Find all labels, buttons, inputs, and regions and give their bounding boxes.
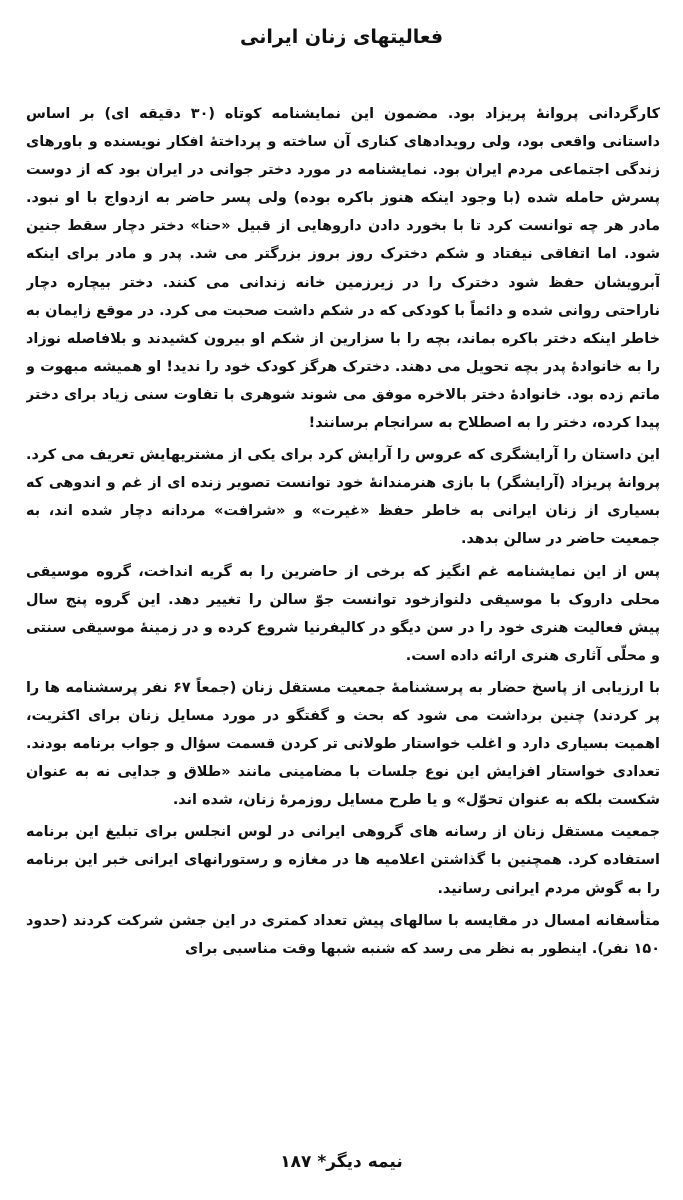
paragraph: این داستان را آرایشگری که عروس را آرایش کرد برای یکی از مشتریهایش تعریف می کرد. پروانهٔ پریزاد (آرایشگر) با بازی هنرمندانهٔ خود توانست تصویر زنده ای از غم و اندوهی که بسیاری از زنان ایرانی به خاطر حفظ «غیرت» و «شرافت» مردانه دچار شده اند، به جمعیت حاضر در سالن بدهد. — [26, 447, 660, 548]
paragraph: پس از این نمایشنامه غم انگیز که برخی از حاضرین را به گریه انداخت، گروه موسیقی محلی داروک با موسیقی دلنوازخود توانست جوّ سالن را تغییر دهد. این گروه پنج سال پیش فعالیت هنری خود را در سن دیگو در کالیفرنیا شروع کرده و در زمینهٔ موسیقی سنتی و محلّی آثاری هنری ارائه داده است. — [26, 563, 660, 664]
paragraph: با ارزیابی از پاسخ حضار به پرسشنامهٔ جمعیت مستقل زنان (جمعاً ۶۷ نفر پرسشنامه ها را پر کردند) چنین برداشت می شود که بحث و گفتگو در مورد مسایل زنان برای اکثریت، اهمیت بسیاری دارد و اغلب خواستار طولانی تر کردن قسمت سؤال و جواب برنامه بودند. تعدادی خواستار افزایش این نوع جلسات با مضامینی مانند «طلاق و جدایی نه به عنوان شکست بلکه به عنوان تحوّل» و یا طرح مسایل روزمرهٔ زنان، شده اند. — [26, 679, 660, 809]
page-title: فعالیتهای زنان ایرانی — [239, 26, 444, 48]
paragraph: متأسفانه امسال در مقایسه با سالهای پیش تعداد کمتری در این جشن شرکت کردند (حدود ۱۵۰ نفر). اینطور به نظر می رسد که شنبه شبها وقت مناسبی برای — [26, 912, 660, 957]
article-body — [26, 100, 660, 1140]
paragraph: جمعیت مستقل زنان از رسانه های گروهی ایرانی در لوس انجلس برای تبلیغ این برنامه استفاده کرد. همچنین با گذاشتن اعلامیه ها در مغازه و رستورانهای ایرانی خبر این برنامه را به گوش مردم ایرانی رسانید. — [26, 824, 660, 897]
paragraph: کارگردانی پروانهٔ پریزاد بود. مضمون این نمایشنامه کوتاه (۳۰ دقیقه ای) بر اساس داستانی واقعی بود، ولی رویدادهای کناری آن ساخته و پرداختهٔ افکار نویسنده و باورهای زندگی اجتماعی مردم ایران بود. نمایشنامه در مورد دختر جوانی در ایران بود که از دوست پسرش حامله شده (با وجود اینکه هنوز باکره بوده) ولی پسر حاضر به ازدواج با او نبود. مادر هر چه توانست کرد تا با بخورد دادن داروهایی از قبیل «حنا» دختر دچار سقط جنین شود. اما اتفاقی نیفتاد و شکم دخترک روز بروز بزرگتر می شد. پدر و مادر برای اینکه آبرویشان حفظ شود دخترک را در زیرزمین خانه زندانی می کنند. دختر بیچاره دچار ناراحتی روانی شده و دائماً با کودکی که در شکم داشت صحبت می کرد. در موقع زایمان به خاطر اینکه دختر باکره بماند، بچه را با سزارین از شکم او بیرون کشیدند و بلافاصله نوزاد را به خانوادهٔ پدر بچه تحویل می دهند. دخترک هرگز کودک خود را ندید! او همیشه مبهوت و ماتم زده بود. خانوادهٔ دختر بالاخره موفق می شوند شوهری با تفاوت سنی زیاد برای دختر پیدا کرده، دختر را به اصطلاح به سرانجام برسانند! — [26, 106, 660, 432]
page-footer: نیمه دیگر* ۱۸۷ — [280, 1152, 403, 1172]
